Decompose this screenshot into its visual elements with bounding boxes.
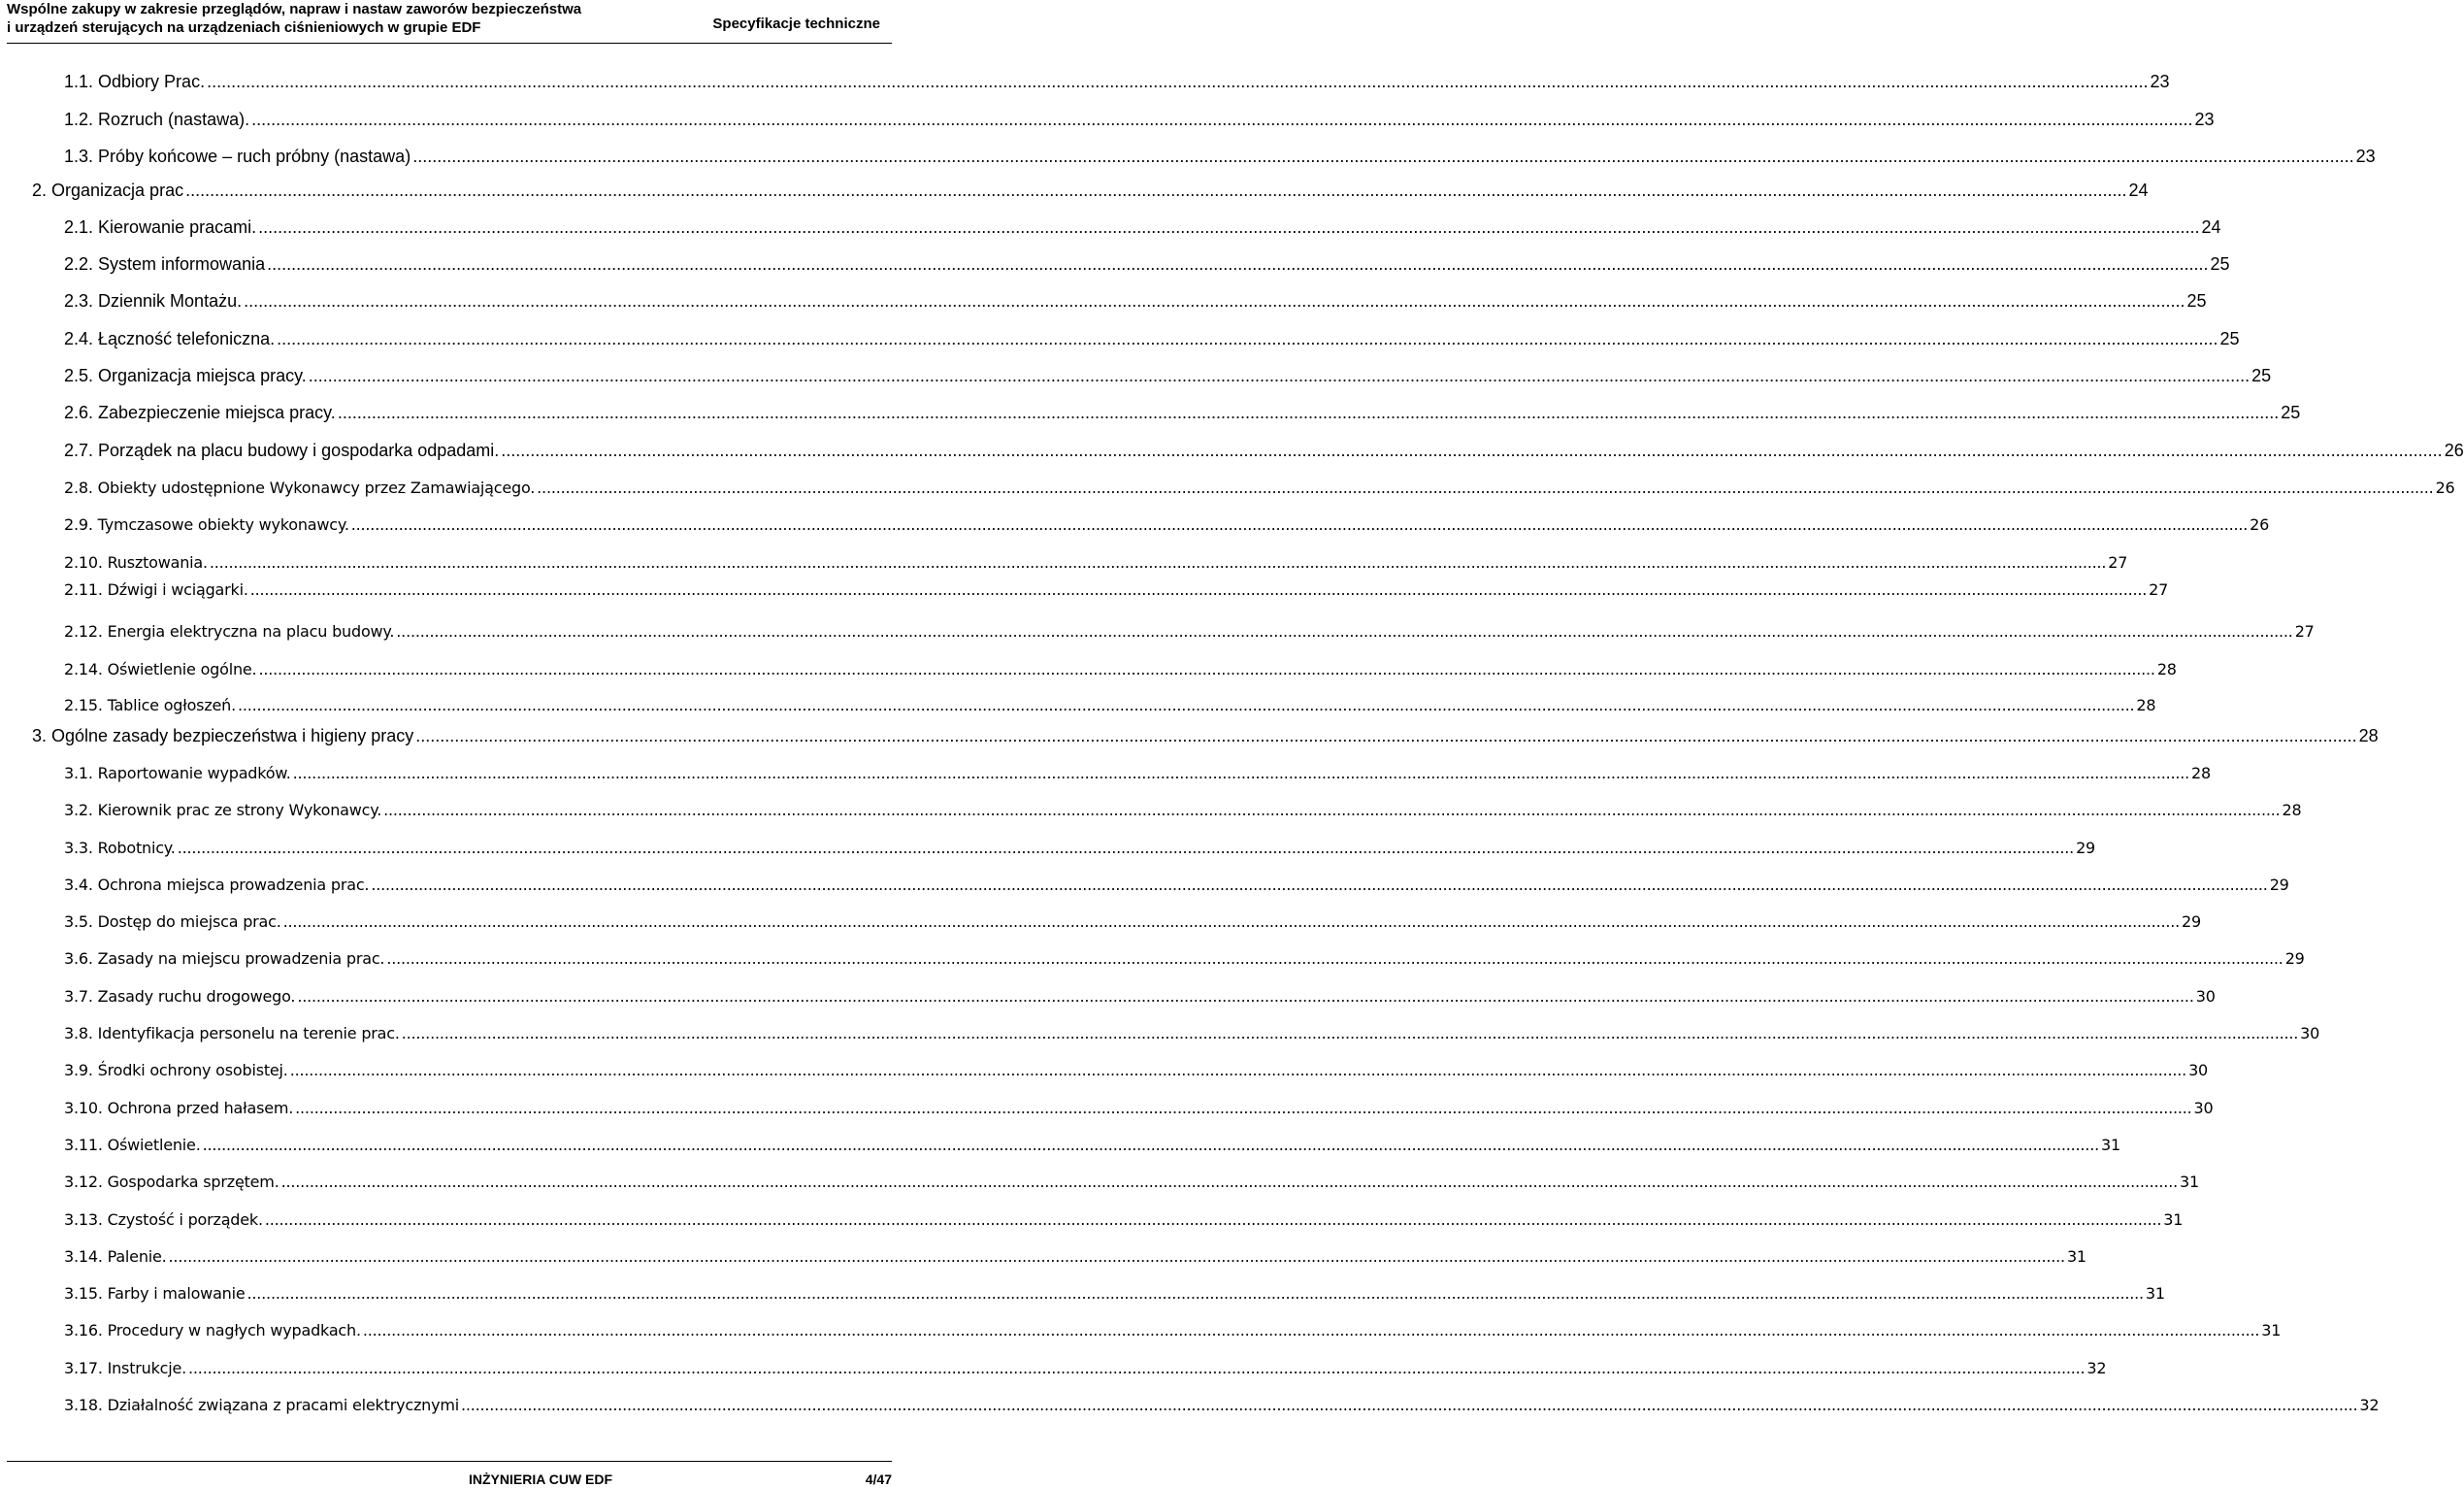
toc-entry[interactable] <box>64 69 2170 92</box>
toc-dot-leader: ................................................................................................................................................................................................................................................................................................................................................................................................................ <box>277 329 2218 348</box>
toc-dot-leader: ................................................................................................................................................................................................................................................................................................................................................................................................................ <box>244 291 2185 311</box>
toc-entry-page: 23 <box>2355 147 2376 166</box>
toc-entry-page: 30 <box>2300 1024 2320 1042</box>
footer-page-number: 4/47 <box>865 1471 892 1487</box>
toc-dot-leader: ................................................................................................................................................................................................................................................................................................................................................................................................................ <box>246 1284 2144 1303</box>
toc-entry-page: 26 <box>2444 441 2464 460</box>
toc-entry-page: 25 <box>2186 291 2207 311</box>
toc-dot-leader: ................................................................................................................................................................................................................................................................................................................................................................................................................ <box>168 1247 2065 1266</box>
toc-entry-page: 26 <box>2250 515 2270 534</box>
toc-entry-title: 3.2. Kierownik prac ze strony Wykonawcy. <box>64 801 382 819</box>
toc-entry[interactable] <box>32 178 2149 201</box>
toc-entry[interactable] <box>64 475 2455 498</box>
toc-entry-title: 2.8. Obiekty udostępnione Wykonawcy przez Zamawiającego. <box>64 479 536 497</box>
toc-dot-leader: ................................................................................................................................................................................................................................................................................................................................................................................................................ <box>280 1173 2178 1191</box>
toc-entry-page: 26 <box>2435 479 2455 497</box>
toc-dot-leader: ................................................................................................................................................................................................................................................................................................................................................................................................................ <box>362 1321 2260 1339</box>
toc-entry-title: 3.11. Oświetlenie. <box>64 1136 201 1154</box>
toc-dot-leader: ................................................................................................................................................................................................................................................................................................................................................................................................................ <box>401 1024 2299 1042</box>
toc-entry-title: 3.12. Gospodarka sprzętem. <box>64 1173 279 1191</box>
toc-entry[interactable] <box>64 144 2376 167</box>
toc-entry[interactable] <box>64 1169 2199 1192</box>
toc-dot-leader: ................................................................................................................................................................................................................................................................................................................................................................................................................ <box>297 987 2194 1006</box>
toc-dot-leader: ................................................................................................................................................................................................................................................................................................................................................................................................................ <box>177 839 2075 857</box>
toc-entry-page: 27 <box>2149 580 2169 599</box>
toc-entry-page: 30 <box>2193 1099 2214 1117</box>
toc-entry[interactable] <box>64 1392 2380 1415</box>
toc-entry-title: 3.4. Ochrona miejsca prowadzenia prac. <box>64 876 370 894</box>
toc-dot-leader: ................................................................................................................................................................................................................................................................................................................................................................................................................ <box>396 622 2293 641</box>
toc-dot-leader: ................................................................................................................................................................................................................................................................................................................................................................................................................ <box>289 1061 2187 1079</box>
toc-entry-page: 31 <box>2100 1136 2120 1154</box>
toc-entry[interactable] <box>64 363 2272 386</box>
toc-dot-leader: ................................................................................................................................................................................................................................................................................................................................................................................................................ <box>371 876 2268 894</box>
toc-entry-page: 24 <box>2201 217 2221 237</box>
toc-entry-title: 2.1. Kierowanie pracami. <box>64 217 257 237</box>
toc-entry-page: 23 <box>2150 72 2170 91</box>
toc-dot-leader: ................................................................................................................................................................................................................................................................................................................................................................................................................ <box>308 366 2250 385</box>
toc-entry-page: 29 <box>2269 876 2289 894</box>
toc-entry-title: 2.15. Tablice ogłoszeń. <box>64 696 236 714</box>
toc-dot-leader: ................................................................................................................................................................................................................................................................................................................................................................................................................ <box>412 147 2354 166</box>
toc-entry-title: 3.17. Instrukcje. <box>64 1359 187 1377</box>
toc-entry-title: 3.8. Identyfikacja personelu na terenie prac. <box>64 1024 400 1042</box>
toc-entry[interactable] <box>64 400 2301 423</box>
toc-entry-page: 30 <box>2195 987 2216 1006</box>
toc-entry[interactable] <box>64 797 2302 820</box>
toc-entry-title: 2.2. System informowania <box>64 254 266 274</box>
toc-entry-page: 30 <box>2188 1061 2209 1079</box>
toc-entry[interactable] <box>64 512 2270 535</box>
toc-entry[interactable] <box>64 835 2096 858</box>
toc-dot-leader: ................................................................................................................................................................................................................................................................................................................................................................................................................ <box>202 1136 2099 1154</box>
toc-dot-leader: ................................................................................................................................................................................................................................................................................................................................................................................................................ <box>383 801 2281 819</box>
toc-entry[interactable] <box>64 326 2240 349</box>
toc-entry[interactable] <box>64 760 2211 783</box>
toc-entry[interactable] <box>64 1207 2184 1230</box>
toc-entry-title: 3.10. Ochrona przed hałasem. <box>64 1099 294 1117</box>
toc-entry[interactable] <box>64 1020 2320 1043</box>
toc-entry-page: 27 <box>2294 622 2315 641</box>
toc-dot-leader: ................................................................................................................................................................................................................................................................................................................................................................................................................ <box>292 764 2190 782</box>
toc-entry-title: 3.16. Procedury w nagłych wypadkach. <box>64 1321 361 1339</box>
toc-entry-title: 2.11. Dźwigi i wciągarki. <box>64 580 248 599</box>
toc-entry-page: 31 <box>2066 1247 2086 1266</box>
toc-entry-title: 2.6. Zabezpieczenie miejsca pracy. <box>64 403 336 422</box>
toc-entry[interactable] <box>64 438 2464 461</box>
toc-entry-title: 3.1. Raportowanie wypadków. <box>64 764 291 782</box>
toc-entry-page: 28 <box>2191 764 2211 782</box>
toc-dot-leader: ................................................................................................................................................................................................................................................................................................................................................................................................................ <box>258 217 2200 237</box>
toc-entry[interactable] <box>64 1057 2209 1080</box>
toc-dot-leader: ................................................................................................................................................................................................................................................................................................................................................................................................................ <box>282 912 2181 931</box>
toc-entry-page: 24 <box>2128 181 2149 200</box>
toc-entry-page: 23 <box>2194 110 2215 129</box>
toc-entry[interactable] <box>64 692 2156 715</box>
toc-entry-page: 31 <box>2261 1321 2282 1339</box>
toc-entry-title: 3.5. Dostęp do miejsca prac. <box>64 912 281 931</box>
toc-entry-page: 25 <box>2210 254 2230 274</box>
toc-entry-title: 2. Organizacja prac <box>32 181 184 200</box>
toc-dot-leader: ................................................................................................................................................................................................................................................................................................................................................................................................................ <box>249 580 2148 599</box>
toc-entry[interactable] <box>64 215 2221 238</box>
toc-dot-leader: ................................................................................................................................................................................................................................................................................................................................................................................................................ <box>415 726 2357 745</box>
toc-entry[interactable] <box>64 1132 2120 1155</box>
toc-entry[interactable] <box>64 288 2207 312</box>
toc-entry[interactable] <box>64 1243 2086 1267</box>
toc-entry[interactable] <box>64 1095 2214 1118</box>
toc-entry[interactable] <box>64 107 2215 130</box>
toc-entry-title: 2.9. Tymczasowe obiekty wykonawcy. <box>64 515 349 534</box>
toc-dot-leader: ................................................................................................................................................................................................................................................................................................................................................................................................................ <box>537 479 2434 497</box>
toc-entry-title: 3.15. Farby i malowanie <box>64 1284 246 1303</box>
toc-entry-title: 1.1. Odbiory Prac. <box>64 72 206 91</box>
toc-entry-page: 29 <box>2284 949 2305 968</box>
toc-dot-leader: ................................................................................................................................................................................................................................................................................................................................................................................................................ <box>350 515 2249 534</box>
toc-entry-page: 25 <box>2281 403 2301 422</box>
toc-entry[interactable] <box>64 1355 2107 1378</box>
toc-entry-title: 2.14. Oświetlenie ogólne. <box>64 660 257 678</box>
toc-entry-page: 28 <box>2156 660 2177 678</box>
toc-entry[interactable] <box>32 723 2379 746</box>
toc-dot-leader: ................................................................................................................................................................................................................................................................................................................................................................................................................ <box>264 1210 2162 1229</box>
toc-entry-page: 29 <box>2076 839 2096 857</box>
toc-entry-title: 1.2. Rozruch (nastawa). <box>64 110 250 129</box>
toc-entry-title: 3.13. Czystość i porządek. <box>64 1210 263 1229</box>
toc-entry-page: 31 <box>2163 1210 2184 1229</box>
toc-entry-page: 28 <box>2136 696 2156 714</box>
toc-entry-title: 3.7. Zasady ruchu drogowego. <box>64 987 296 1006</box>
footer-company: INŻYNIERIA CUW EDF <box>469 1471 613 1487</box>
toc-entry-page: 25 <box>2251 366 2272 385</box>
toc-entry-title: 3.6. Zasady na miejscu prowadzenia prac. <box>64 949 385 968</box>
document-title-line-2: i urządzeń sterujących na urządzeniach ciśnieniowych w grupie EDF <box>7 19 481 36</box>
section-name: Specyfikacje techniczne <box>712 16 880 32</box>
toc-entry-title: 1.3. Próby końcowe – ruch próbny (nastawa) <box>64 147 411 166</box>
toc-dot-leader: ................................................................................................................................................................................................................................................................................................................................................................................................................ <box>251 110 2193 129</box>
toc-entry[interactable] <box>64 909 2201 932</box>
toc-entry[interactable] <box>64 577 2169 600</box>
toc-entry[interactable] <box>64 1280 2165 1304</box>
toc-entry-page: 32 <box>2086 1359 2107 1377</box>
toc-entry[interactable] <box>64 549 2128 573</box>
toc-entry-title: 3.14. Palenie. <box>64 1247 167 1266</box>
toc-entry-title: 2.3. Dziennik Montażu. <box>64 291 243 311</box>
toc-entry[interactable] <box>64 872 2289 895</box>
toc-dot-leader: ................................................................................................................................................................................................................................................................................................................................................................................................................ <box>337 403 2280 422</box>
toc-dot-leader: ................................................................................................................................................................................................................................................................................................................................................................................................................ <box>207 72 2149 91</box>
toc-entry-title: 2.4. Łączność telefoniczna. <box>64 329 276 348</box>
toc-entry[interactable] <box>64 618 2315 642</box>
toc-entry-page: 28 <box>2282 801 2302 819</box>
toc-entry-page: 31 <box>2179 1173 2199 1191</box>
toc-entry-page: 29 <box>2182 912 2201 931</box>
toc-entry-page: 32 <box>2359 1396 2380 1414</box>
document-title-line-1: Wspólne zakupy w zakresie przeglądów, napraw i nastaw zaworów bezpieczeństwa <box>7 1 582 17</box>
toc-entry-page: 28 <box>2358 726 2379 745</box>
toc-entry[interactable] <box>64 945 2305 969</box>
toc-dot-leader: ................................................................................................................................................................................................................................................................................................................................................................................................................ <box>238 696 2135 714</box>
toc-dot-leader: ................................................................................................................................................................................................................................................................................................................................................................................................................ <box>460 1396 2358 1414</box>
toc-entry-page: 25 <box>2219 329 2240 348</box>
toc-entry-title: 3. Ogólne zasady bezpieczeństwa i higieny pracy <box>32 726 414 745</box>
toc-entry-title: 3.9. Środki ochrony osobistej. <box>64 1061 288 1079</box>
toc-entry-page: 31 <box>2145 1284 2165 1303</box>
toc-entry[interactable] <box>64 1317 2282 1340</box>
toc-dot-leader: ................................................................................................................................................................................................................................................................................................................................................................................................................ <box>386 949 2283 968</box>
toc-entry[interactable] <box>64 251 2230 275</box>
toc-entry-title: 2.12. Energia elektryczna na placu budowy. <box>64 622 395 641</box>
toc-entry-page: 27 <box>2108 553 2128 572</box>
page-footer <box>7 1461 892 1487</box>
toc-entry-title: 2.10. Rusztowania. <box>64 553 208 572</box>
toc-dot-leader: ................................................................................................................................................................................................................................................................................................................................................................................................................ <box>258 660 2155 678</box>
toc-dot-leader: ................................................................................................................................................................................................................................................................................................................................................................................................................ <box>295 1099 2192 1117</box>
toc-dot-leader: ................................................................................................................................................................................................................................................................................................................................................................................................................ <box>185 181 2127 200</box>
toc-entry-title: 2.7. Porządek na placu budowy i gospodarka odpadami. <box>64 441 500 460</box>
toc-dot-leader: ................................................................................................................................................................................................................................................................................................................................................................................................................ <box>267 254 2209 274</box>
toc-entry[interactable] <box>64 983 2216 1007</box>
toc-entry-title: 3.18. Działalność związana z pracami elektrycznymi <box>64 1396 459 1414</box>
toc-dot-leader: ................................................................................................................................................................................................................................................................................................................................................................................................................ <box>188 1359 2086 1377</box>
toc-entry-title: 2.5. Organizacja miejsca pracy. <box>64 366 307 385</box>
toc-dot-leader: ................................................................................................................................................................................................................................................................................................................................................................................................................ <box>501 441 2443 460</box>
toc-entry-title: 3.3. Robotnicy. <box>64 839 176 857</box>
toc-entry[interactable] <box>64 656 2177 679</box>
toc-dot-leader: ................................................................................................................................................................................................................................................................................................................................................................................................................ <box>209 553 2107 572</box>
